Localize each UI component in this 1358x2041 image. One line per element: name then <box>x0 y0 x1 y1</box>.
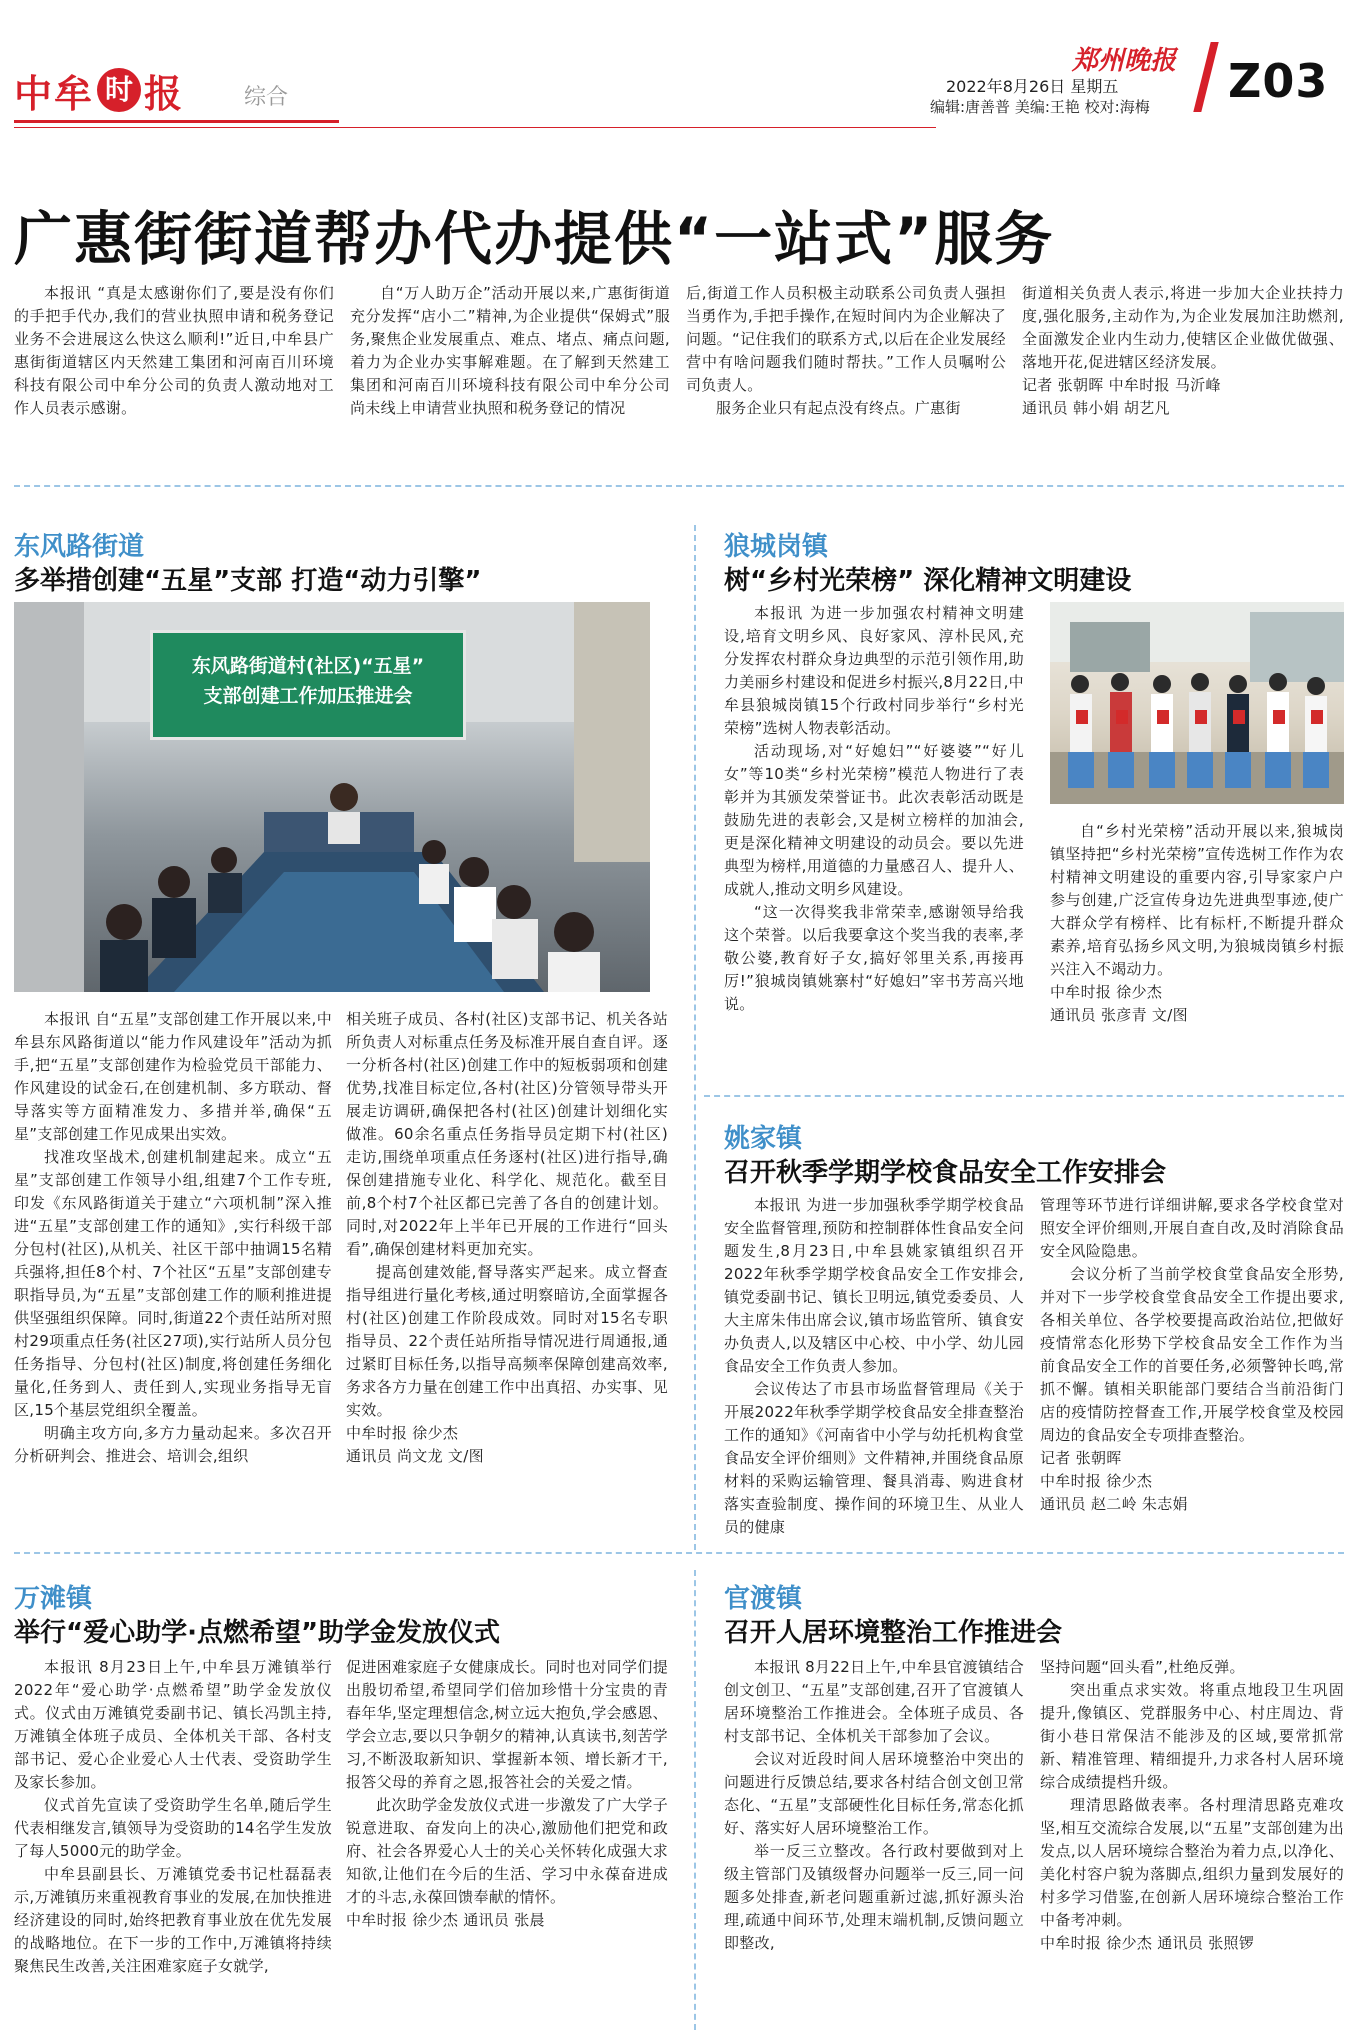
lead-column-4 <box>1022 282 1344 420</box>
yaojia-byline: 通讯员 赵二岭 朱志娟 <box>1040 1495 1188 1513</box>
langcheng-paragraph: “这一次得奖我非常荣幸,感谢领导给我这个荣誉。以后我要拿这个奖当我的表率,孝敬公婆,教育好子女,搞好邻里关系,再接再厉!”狼城岗镇姚寨村“好媳妇”宰书芳高兴地说。 <box>724 903 1024 1013</box>
yaojia-title: 召开秋季学期学校食品安全工作安排会 <box>724 1158 1167 1188</box>
region-dongfeng: 东风路街道 <box>14 532 145 562</box>
guandu-paragraph: 突出重点求实效。将重点地段卫生巩固提升,像镇区、党群服务中心、村庄周边、背街小巷日常保洁不能涉及的区域,要常抓常新、精准管理、精细提升,力求各村人居环境综合成绩提档升级。 <box>1040 1681 1344 1791</box>
meeting-banner <box>150 630 466 740</box>
lead-byline: 记者 张朝晖 中牟时报 马沂峰 <box>1022 376 1221 394</box>
langcheng-byline: 中牟时报 徐少杰 <box>1050 983 1163 1001</box>
dongfeng-paragraph: 明确主攻方向,多方力量动起来。多次召开分析研判会、推进会、培训会,组织 <box>14 1424 332 1465</box>
page-slash <box>1193 42 1218 112</box>
wantan-byline: 中牟时报 徐少杰 通讯员 张晨 <box>346 1911 545 1929</box>
guandu-byline: 中牟时报 徐少杰 通讯员 张照锣 <box>1040 1934 1255 1952</box>
wantan-paragraph: 仪式首先宣读了受资助学生名单,随后学生代表相继发言,镇领导为受资助的14名学生发放了每人5000元的助学金。 <box>14 1796 332 1860</box>
wantan-title: 举行“爱心助学·点燃希望”助学金发放仪式 <box>14 1618 501 1648</box>
wantan-column-2 <box>346 1656 668 1932</box>
dongfeng-byline: 通讯员 尚文龙 文/图 <box>346 1447 484 1465</box>
dongfeng-byline: 中牟时报 徐少杰 <box>346 1424 459 1442</box>
yaojia-column-2 <box>1040 1194 1344 1516</box>
lead-column-1 <box>14 282 334 420</box>
langcheng-paragraph: 活动现场,对“好媳妇”“好婆婆”“好儿女”等10类“乡村光荣榜”模范人物进行了表彰并为其颁发荣誉证书。此次表彰活动既是鼓励先进的表彰会,又是树立榜样的加油会,更是深化精神文明建设的动员会。要以先进典型为榜样,用道德的力量感召人、提升人、成就人,推动文明乡风建设。 <box>724 742 1024 898</box>
dongfeng-paragraph: 找准攻坚战术,创建机制建起来。成立“五星”支部创建工作领导小组,组建7个工作专班,印发《东风路街道关于建立“六项机制”深入推进“五星”支部创建工作的通知》,实行科级干部分包村(社区),从机关、社区干部中抽调15名精兵强将,担任8个村、7个社区“五星”支部创建专职指导员,为“五星”支部创建工作的顺利推进提供坚强组织保障。同时,街道22个责任站所对照村29项重点任务(社区27项),实行站所人员分包任务指导、分包村(社区)制度,将创建任务细化量化,任务到人、责任到人,实现业务指导无盲区,15个基层党组织全覆盖。 <box>14 1148 332 1419</box>
masthead <box>0 0 1358 140</box>
divider-middle <box>14 1552 1344 1554</box>
divider-vertical-1 <box>694 525 696 1550</box>
issue-date: 2022年8月26日 星期五 <box>946 77 1119 96</box>
logo-end: 报 <box>144 71 183 116</box>
guandu-paragraph: 坚持问题“回头看”,杜绝反弹。 <box>1040 1658 1245 1676</box>
dongfeng-paragraph: 本报讯 自“五星”支部创建工作开展以来,中牟县东风路街道以“能力作风建设年”活动为抓手,把“五星”支部创建作为检验党员干部能力、作风建设的试金石,在创建机制、多方联动、督导落实等方面精准发力、多措并举,确保“五星”支部创建工作见成果出实效。 <box>14 1010 332 1143</box>
brand-script: 郑州晚报 <box>1072 46 1177 76</box>
page-number: Z03 <box>1228 54 1329 108</box>
langcheng-paragraph: 自“乡村光荣榜”活动开展以来,狼城岗镇坚持把“乡村光荣榜”宣传选树工作作为农村精神文明建设的重要内容,引导家家户户参与创建,广泛宣传身边先进典型事迹,使广大群众学有榜样、比有标杆,不断提升群众素养,培育弘扬乡风文明,为狼城岗镇乡村振兴注入不竭动力。 <box>1050 822 1344 978</box>
lead-column-2 <box>350 282 670 420</box>
region-langcheng: 狼城岗镇 <box>724 532 829 562</box>
logo-main: 中牟 <box>14 71 95 116</box>
region-guandu: 官渡镇 <box>724 1584 803 1614</box>
divider-top <box>14 485 1344 487</box>
divider-vertical-2 <box>694 1570 696 2030</box>
langcheng-column-left <box>724 602 1024 1016</box>
guandu-title: 召开人居环境整治工作推进会 <box>724 1618 1063 1648</box>
region-yaojia: 姚家镇 <box>724 1124 803 1154</box>
editors: 编辑:唐善普 美编:王艳 校对:海梅 <box>930 98 1150 116</box>
lead-byline: 通讯员 韩小娟 胡艺凡 <box>1022 399 1170 417</box>
dongfeng-meeting-photo <box>14 602 650 992</box>
dongfeng-title: 多举措创建“五星”支部 打造“动力引擎” <box>14 566 482 596</box>
dongfeng-column-2 <box>346 1008 668 1468</box>
masthead-underline <box>14 120 339 123</box>
lead-paragraph: 街道相关负责人表示,将进一步加大企业扶持力度,强化服务,主动作为,为企业发展加注助燃剂,全面激发企业内生动力,使辖区企业做优做强、落地开花,促进辖区经济发展。 <box>1022 284 1344 371</box>
yaojia-paragraph: 会议传达了市县市场监督管理局《关于开展2022年秋季学期学校食品安全排查整治工作的通知》《河南省中小学与幼托机构食堂食品安全评价细则》文件精神,并围绕食品原材料的采购运输管理、餐具消毒、购进食材落实查验制度、操作间的环境卫生、从业人员的健康 <box>724 1380 1024 1536</box>
yaojia-byline: 中牟时报 徐少杰 <box>1040 1472 1153 1490</box>
divider-right-1 <box>704 1095 1344 1097</box>
wantan-paragraph: 促进困难家庭子女健康成长。同时也对同学们提出殷切希望,希望同学们倍加珍惜十分宝贵的青春年华,坚定理想信念,树立远大抱负,学会感恩、学会立志,要以只争朝夕的精神,认真读书,刻苦学习,不断汲取新知识、掌握新本领、增长新才干,报答父母的养育之恩,报答社会的关爱之情。 <box>346 1658 668 1791</box>
langcheng-byline: 通讯员 张彦青 文/图 <box>1050 1006 1188 1024</box>
dongfeng-paragraph: 相关班子成员、各村(社区)支部书记、机关各站所负责人对标重点任务及标准开展自查自评。逐一分析各村(社区)创建工作中的短板弱项和创建优势,找准目标定位,各村(社区)分管领导带头开展走访调研,确保把各村(社区)创建计划细化实做准。60余名重点任务指导员定期下村(社区)走访,围绕单项重点任务逐村(社区)进行指导,确保创建措施专业化、科学化、规范化。截至目前,8个村7个社区都已完善了各自的创建计划。同时,对2022年上半年已开展的工作进行“回头看”,确保创建材料更加充实。 <box>346 1010 668 1258</box>
lead-paragraph: 后,街道工作人员积极主动联系公司负责人强担当勇作为,手把手操作,在短时间内为企业解决了问题。“记住我们的联系方式,以后在企业发展经营中有啥问题我们随时帮扶。”工作人员嘱咐公司负责人。 <box>686 284 1006 394</box>
lead-headline: 广惠街街道帮办代办提供“一站式”服务 <box>14 205 1055 273</box>
guandu-column-2 <box>1040 1656 1344 1955</box>
lead-paragraph: 本报讯 “真是太感谢你们了,要是没有你们的手把手代办,我们的营业执照申请和税务登记业务不会进展这么快这么顺利!”近日,中牟县广惠街街道辖区内天然建工集团和河南百川环境科技有限公司中牟分公司的负责人激动地对工作人员表示感谢。 <box>14 284 334 417</box>
masthead-logo <box>14 60 182 120</box>
award-scene <box>1050 602 1344 804</box>
banner-line-2: 支部创建工作加压推进会 <box>203 685 413 707</box>
yaojia-byline: 记者 张朝晖 <box>1040 1449 1122 1467</box>
wantan-paragraph: 此次助学金发放仪式进一步激发了广大学子锐意进取、奋发向上的决心,激励他们把党和政府、社会各界爱心人士的关心关怀转化成强大求知欲,让他们在今后的生活、学习中永葆奋进成才的斗志,永葆回馈奉献的情怀。 <box>346 1796 668 1906</box>
banner-line-1: 东风路街道村(社区)“五星” <box>191 655 425 677</box>
guandu-paragraph: 本报讯 8月22日上午,中牟县官渡镇结合创文创卫、“五星”支部创建,召开了官渡镇人居环境整治工作推进会。全体班子成员、各村支部书记、全体机关干部参加了会议。 <box>724 1658 1024 1745</box>
masthead-thin-line <box>14 127 936 128</box>
dongfeng-column-1 <box>14 1008 332 1468</box>
langcheng-award-photo <box>1050 602 1344 804</box>
yaojia-paragraph: 会议分析了当前学校食堂食品安全形势,并对下一步学校食堂食品安全工作提出要求,各相关单位、各学校要提高政治站位,把做好疫情常态化形势下学校食品安全工作作为当前食品安全工作的首要任务,必须警钟长鸣,常抓不懈。镇相关职能部门要结合当前沿街门店的疫情防控督查工作,开展学校食堂及校园周边的食品安全专项排查整治。 <box>1040 1265 1344 1444</box>
guandu-column-1 <box>724 1656 1024 1955</box>
langcheng-paragraph: 本报讯 为进一步加强农村精神文明建设,培育文明乡风、良好家风、淳朴民风,充分发挥农村群众身边典型的示范引领作用,助力美丽乡村建设和促进乡村振兴,8月22日,中牟县狼城岗镇15个行政村同步举行“乡村光荣榜”选树人物表彰活动。 <box>724 604 1024 737</box>
lead-paragraph: 服务企业只有起点没有终点。广惠街 <box>716 399 961 417</box>
langcheng-title: 树“乡村光荣榜” 深化精神文明建设 <box>724 566 1132 596</box>
yaojia-column-1 <box>724 1194 1024 1539</box>
lead-paragraph: 自“万人助万企”活动开展以来,广惠街街道充分发挥“店小二”精神,为企业提供“保姆式”服务,聚焦企业发展重点、难点、堵点、痛点问题,着力为企业办实事解难题。在了解到天然建工集团和河南百川环境科技有限公司中牟分公司尚未线上申请营业执照和税务登记的情况 <box>350 284 670 417</box>
region-wantan: 万滩镇 <box>14 1584 93 1614</box>
yaojia-paragraph: 管理等环节进行详细讲解,要求各学校食堂对照安全评价细则,开展自查自改,及时消除食品安全风险隐患。 <box>1040 1196 1344 1260</box>
guandu-paragraph: 会议对近段时间人居环境整治中突出的问题进行反馈总结,要求各村结合创文创卫常态化、“五星”支部硬性化目标任务,常态化抓好、落实好人居环境整治工作。 <box>724 1750 1024 1837</box>
lead-column-3 <box>686 282 1006 420</box>
wantan-paragraph: 本报讯 8月23日上午,中牟县万滩镇举行2022年“爱心助学·点燃希望”助学金发放仪式。仪式由万滩镇党委副书记、镇长冯凯主持,万滩镇全体班子成员、全体机关干部、各村支部书记、爱心企业爱心人士代表、受资助学生及家长参加。 <box>14 1658 332 1791</box>
langcheng-column-right <box>1050 820 1344 1027</box>
guandu-paragraph: 理清思路做表率。各村理清思路克难攻坚,相互交流综合发展,以“五星”支部创建为出发点,以人居环境综合整治为着力点,以净化、美化村容户貌为落脚点,组织力量到发展好的村多学习借鉴,在创新人居环境综合整治工作中备考冲刺。 <box>1040 1796 1344 1929</box>
dongfeng-paragraph: 提高创建效能,督导落实严起来。成立督查指导组进行量化考核,通过明察暗访,全面掌握各村(社区)创建工作阶段成效。同时对15名专职指导员、22个责任站所指导情况进行周通报,通过紧盯目标任务,以指导高频率保障创建高效率,务求各方力量在创建工作中出真招、办实事、见实效。 <box>346 1263 668 1419</box>
wantan-paragraph: 中牟县副县长、万滩镇党委书记杜磊磊表示,万滩镇历来重视教育事业的发展,在加快推进经济建设的同时,始终把教育事业放在优先发展的战略地位。在下一步的工作中,万滩镇将持续聚焦民生改善,关注困难家庭子女就学, <box>14 1865 332 1975</box>
logo-circle: 时 <box>97 68 141 112</box>
wantan-column-1 <box>14 1656 332 1978</box>
section-label: 综合 <box>244 85 289 110</box>
guandu-paragraph: 举一反三立整改。各行政村要做到对上级主管部门及镇级督办问题举一反三,同一问题多处排查,新老问题重新过滤,抓好源头治理,疏通中间环节,处理末端机制,反馈问题立即整改, <box>724 1842 1024 1952</box>
yaojia-paragraph: 本报讯 为进一步加强秋季学期学校食品安全监督管理,预防和控制群体性食品安全问题发生,8月23日,中牟县姚家镇组织召开2022年秋季学期学校食品安全工作安排会,镇党委副书记、镇长卫明远,镇党委委员、人大主席朱伟出席会议,镇市场监管所、镇食安办负责人,以及辖区中心校、中小学、幼儿园食品安全工作负责人参加。 <box>724 1196 1024 1375</box>
